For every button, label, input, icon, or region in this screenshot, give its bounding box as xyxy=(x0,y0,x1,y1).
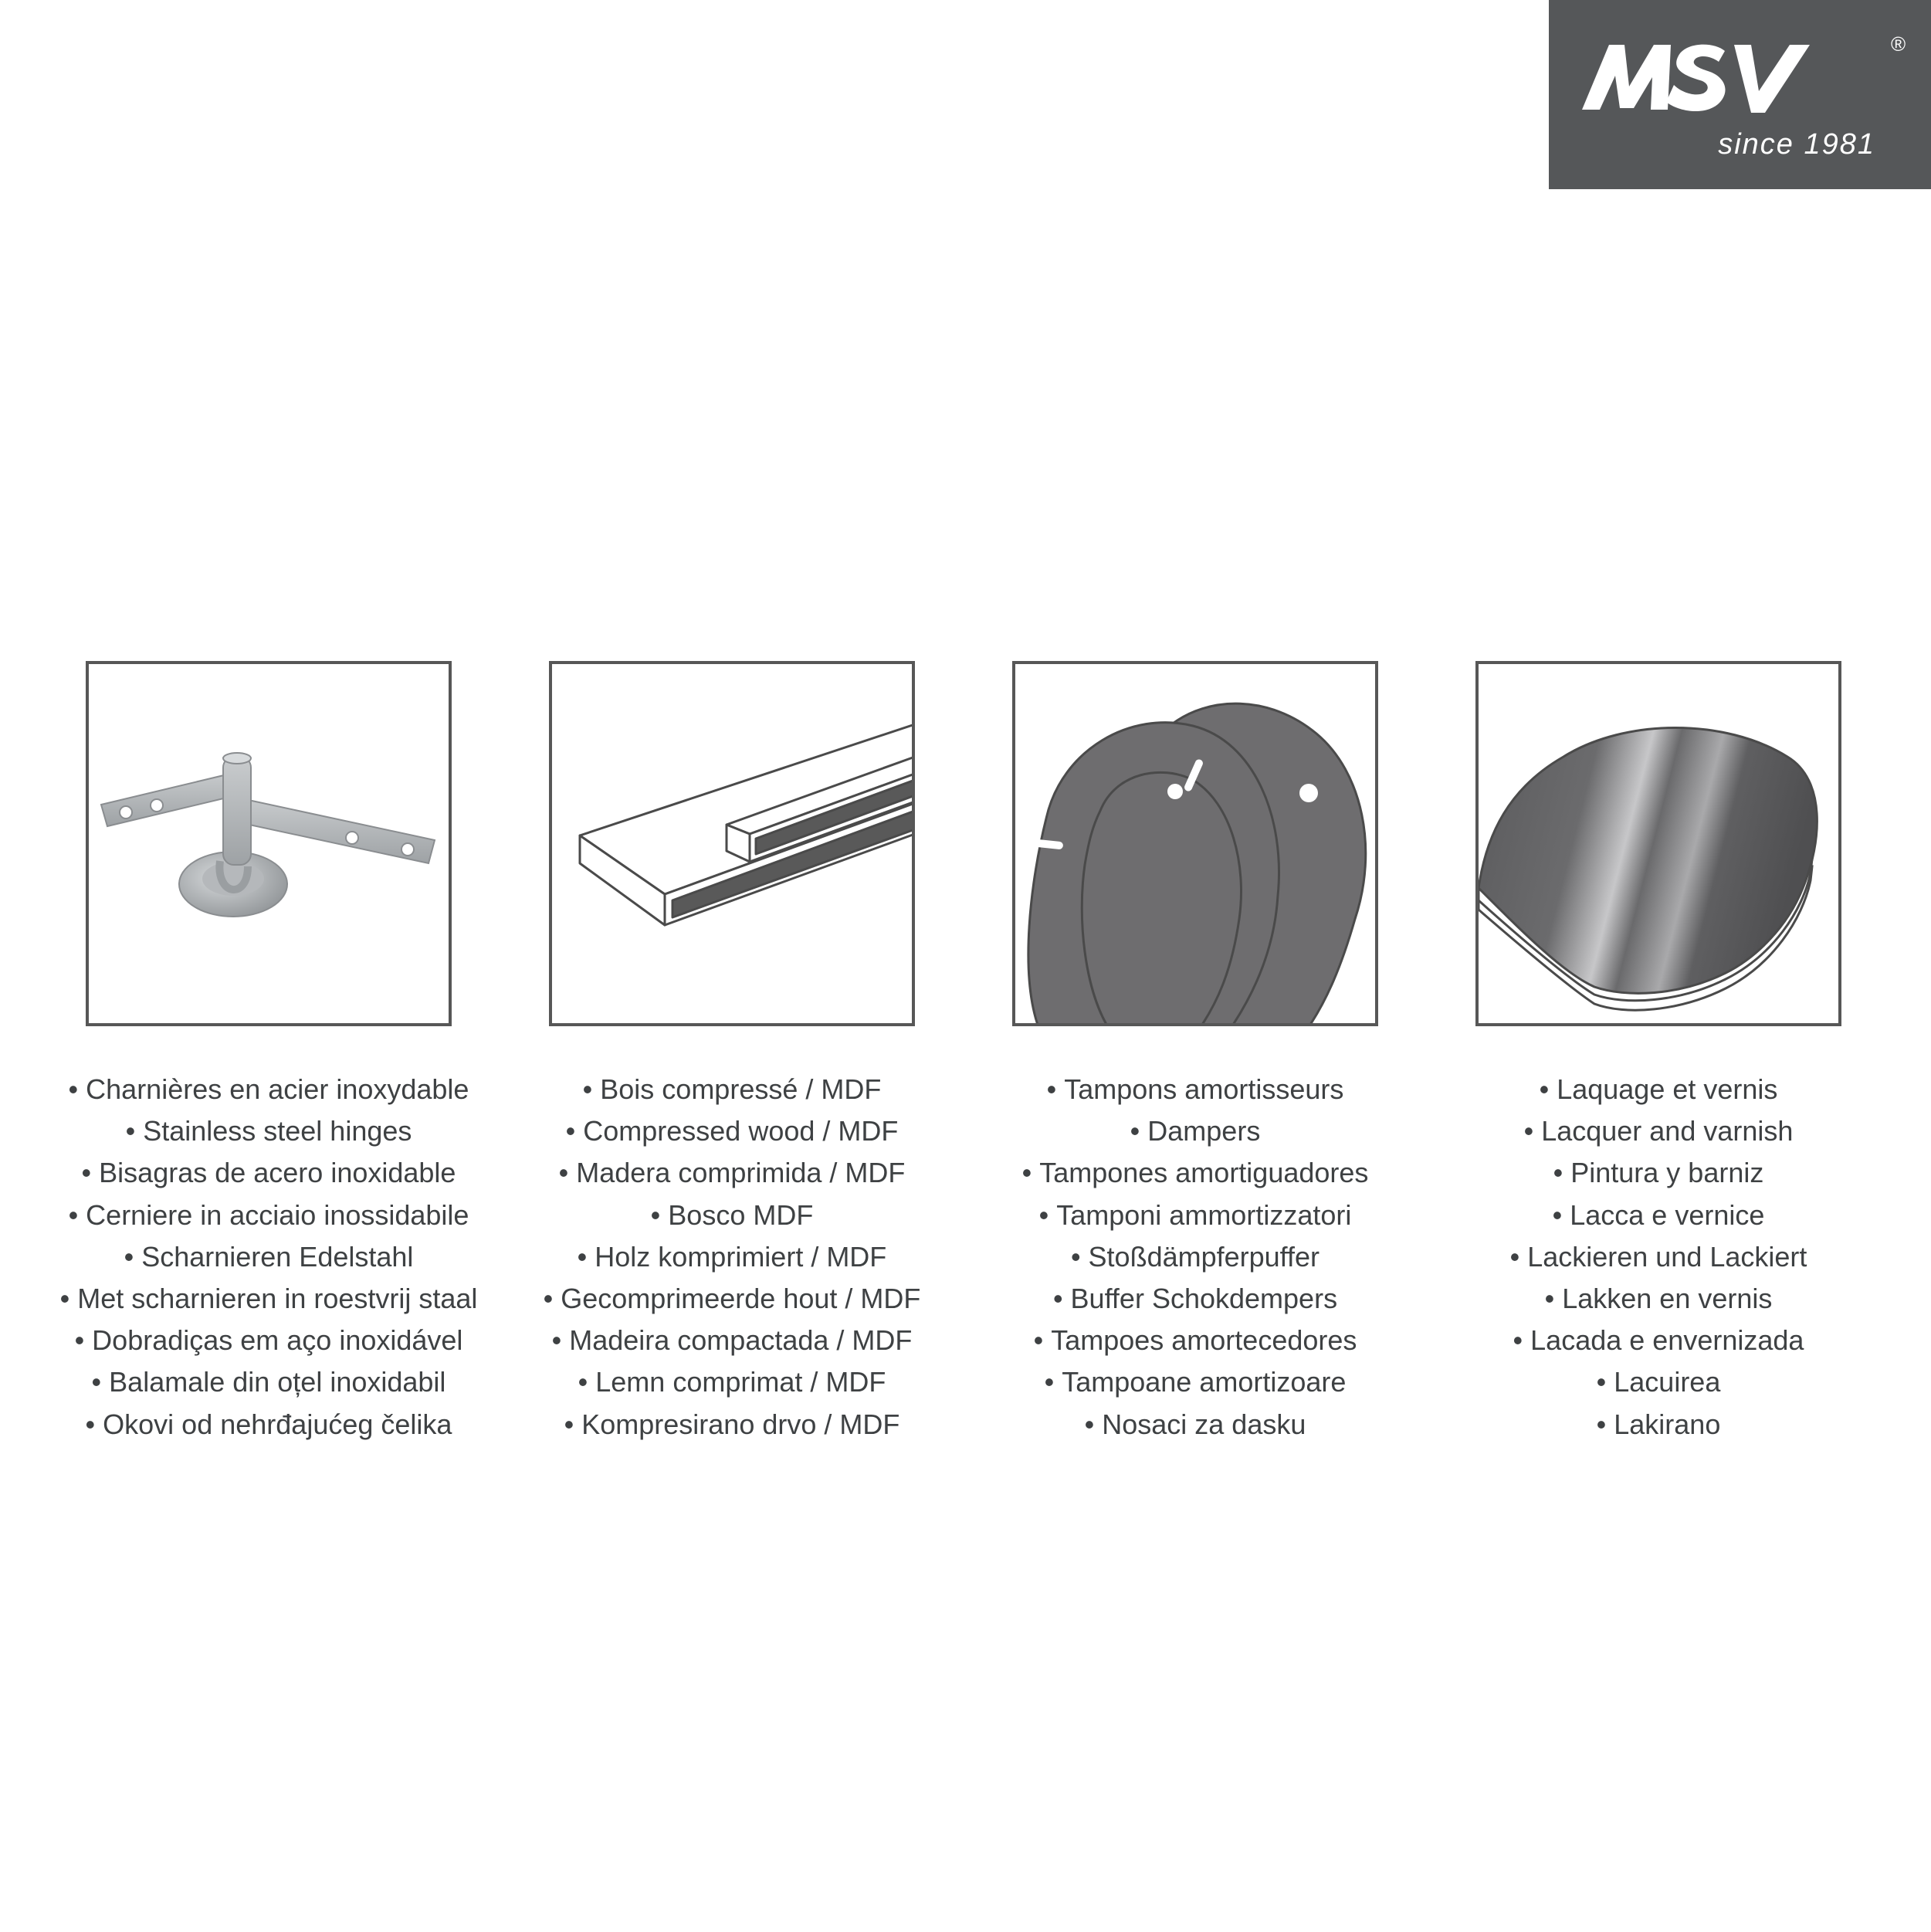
list-item: • Lemn comprimat / MDF xyxy=(472,1361,992,1403)
mdf-board-icon xyxy=(552,664,912,1023)
lacquer-lid-icon xyxy=(1479,664,1838,1023)
list-item: • Lacca e vernice xyxy=(1398,1195,1919,1236)
list-item: • Lakirano xyxy=(1398,1404,1919,1446)
registered-mark: ® xyxy=(1891,32,1906,56)
list-item: • Lacada e envernizada xyxy=(1398,1320,1919,1361)
list-item: • Balamale din oțel inoxidabil xyxy=(8,1361,529,1403)
list-item: • Tamponi ammortizzatori xyxy=(935,1195,1455,1236)
list-item: • Lackieren und Lackiert xyxy=(1398,1236,1919,1278)
list-item: • Compressed wood / MDF xyxy=(472,1110,992,1152)
feature-list xyxy=(935,1069,1455,1446)
list-item: • Bisagras de acero inoxidable xyxy=(8,1152,529,1194)
feature-mdf xyxy=(472,661,935,1440)
list-item: • Tampoane amortizoare xyxy=(935,1361,1455,1403)
feature-image-box xyxy=(549,661,915,1026)
list-item: • Madera comprimida / MDF xyxy=(472,1152,992,1194)
list-item: • Tampons amortisseurs xyxy=(935,1069,1455,1110)
list-item: • Lacquer and varnish xyxy=(1398,1110,1919,1152)
list-item: • Lakken en vernis xyxy=(1398,1278,1919,1320)
feature-image-box xyxy=(86,661,452,1026)
list-item: • Tampoes amortecedores xyxy=(935,1320,1455,1361)
list-item: • Okovi od nehrđajućeg čelika xyxy=(8,1404,529,1446)
list-item: • Holz komprimiert / MDF xyxy=(472,1236,992,1278)
list-item: • Bosco MDF xyxy=(472,1195,992,1236)
list-item: • Stoßdämpferpuffer xyxy=(935,1236,1455,1278)
brand-logo xyxy=(1549,0,1931,189)
feature-lacquer xyxy=(1398,661,1862,1440)
list-item: • Met scharnieren in roestvrij staal xyxy=(8,1278,529,1320)
list-item: • Pintura y barniz xyxy=(1398,1152,1919,1194)
list-item: • Bois compressé / MDF xyxy=(472,1069,992,1110)
feature-list xyxy=(8,1069,529,1446)
list-item: • Gecomprimeerde hout / MDF xyxy=(472,1278,992,1320)
list-item: • Stainless steel hinges xyxy=(8,1110,529,1152)
list-item: • Kompresirano drvo / MDF xyxy=(472,1404,992,1446)
list-item: • Tampones amortiguadores xyxy=(935,1152,1455,1194)
feature-hinges xyxy=(8,661,478,1440)
feature-list xyxy=(1398,1069,1919,1446)
list-item: • Dampers xyxy=(935,1110,1455,1152)
msv-logo-mark xyxy=(1549,0,1931,189)
list-item: • Madeira compactada / MDF xyxy=(472,1320,992,1361)
feature-dampers xyxy=(935,661,1398,1440)
list-item: • Laquage et vernis xyxy=(1398,1069,1919,1110)
list-item: • Lacuirea xyxy=(1398,1361,1919,1403)
brand-tagline: since 1981 xyxy=(1718,128,1875,161)
dampers-seat-icon xyxy=(1015,664,1375,1023)
feature-image-box xyxy=(1475,661,1841,1026)
list-item: • Charnières en acier inoxydable xyxy=(8,1069,529,1110)
hinge-icon xyxy=(89,664,449,1023)
feature-list xyxy=(472,1069,992,1446)
feature-image-box xyxy=(1012,661,1378,1026)
list-item: • Cerniere in acciaio inossidabile xyxy=(8,1195,529,1236)
list-item: • Buffer Schokdempers xyxy=(935,1278,1455,1320)
list-item: • Scharnieren Edelstahl xyxy=(8,1236,529,1278)
list-item: • Nosaci za dasku xyxy=(935,1404,1455,1446)
list-item: • Dobradiças em aço inoxidável xyxy=(8,1320,529,1361)
